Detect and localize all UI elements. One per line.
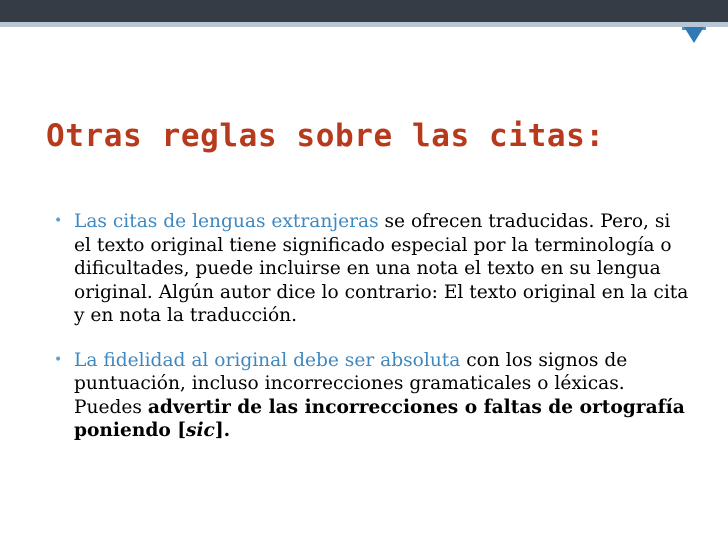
sic-marker: sic [186, 420, 215, 441]
bullet-highlight: Las citas de lenguas extranjeras [74, 211, 379, 232]
bullet-item-translations [52, 210, 692, 328]
bullet-marker: • [54, 213, 63, 229]
bullet-bold-end: ]. [214, 420, 231, 441]
bullet-item-fidelity [52, 349, 692, 443]
corner-tab-triangle [684, 27, 704, 43]
bullet-marker: • [54, 351, 63, 368]
slide-title: Otras reglas sobre las citas: [46, 118, 605, 154]
bullet-highlight: La fidelidad al original debe ser absoluta [74, 349, 461, 371]
top-decorative-rule [0, 22, 728, 27]
bullet-list [52, 210, 692, 464]
top-decorative-band [0, 0, 728, 22]
bullet-bold-text: advertir de las incorrecciones o faltas de ortografía poniendo [ [74, 396, 685, 441]
bullet-text: con los signos de puntuación, incluso incorrecciones gramaticales o léxicas. Puedes [74, 349, 628, 418]
bullet-text: se ofrecen traducidas. Pero, si el texto original tiene significado especial por la terminología o dificultades, puede incluirse en una nota el texto en su lengua original. Algún autor dice lo contrario: El texto original en la cita y en nota la traducción. [74, 211, 689, 326]
